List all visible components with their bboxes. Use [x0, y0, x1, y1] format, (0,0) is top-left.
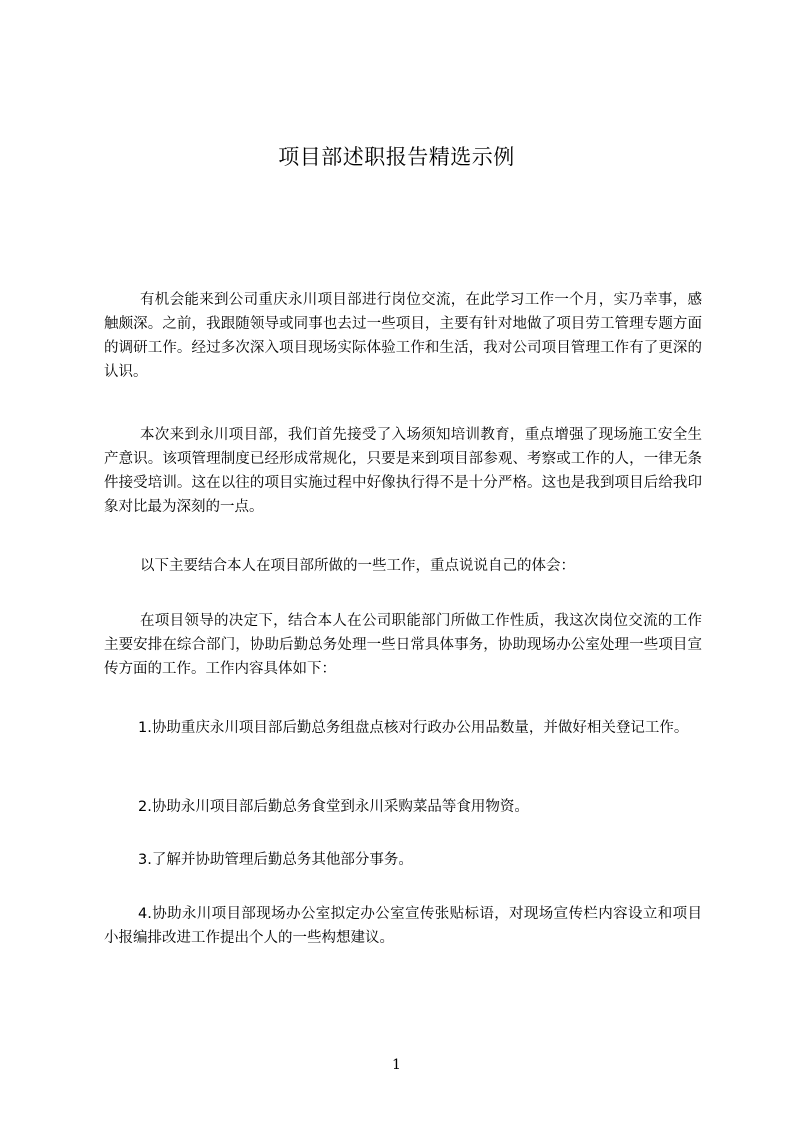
paragraph-work-assignment: 在项目领导的决定下，结合本人在公司职能部门所做工作性质，我这次岗位交流的工作主要安排在综合部门，协助后勤总务处理一些日常具体事务，协助现场办公室处理一些项目宣传方面的工作。工作内容具体如下： [104, 613, 702, 677]
page-number: 1 [392, 1057, 401, 1073]
paragraph-intro: 有机会能来到公司重庆永川项目部进行岗位交流，在此学习工作一个月，实乃幸事，感触颇深。之前，我跟随领导或同事也去过一些项目，主要有针对地做了项目劳工管理专题方面的调研工作。经过多次深入项目现场实际体验工作和生活，我对公司项目管理工作有了更深的认识。 [104, 292, 702, 380]
list-item-1: 1.协助重庆永川项目部后勤总务组盘点核对行政办公用品数量，并做好相关登记工作。 [138, 720, 689, 736]
list-item-2: 2.协助永川项目部后勤总务食堂到永川采购菜品等食用物资。 [138, 799, 529, 815]
paragraph-training: 本次来到永川项目部，我们首先接受了入场须知培训教育，重点增强了现场施工安全生产意识。该项管理制度已经形成常规化，只要是来到项目部参观、考察或工作的人，一律无条件接受培训。这在以往的项目实施过程中好像执行得不是十分严格。这也是我到项目后给我印象对比最为深刻的一点。 [104, 427, 702, 515]
paragraph-summary-lead: 以下主要结合本人在项目部所做的一些工作，重点说说自己的体会： [140, 558, 575, 574]
document-title: 项目部述职报告精选示例 [278, 145, 515, 169]
list-item-4: 4.协助永川项目部现场办公室拟定办公室宣传张贴标语，对现场宣传栏内容设立和项目小报编排改进工作提出个人的一些构想建议。 [104, 906, 702, 946]
list-item-3: 3.了解并协助管理后勤总务其他部分事务。 [138, 852, 413, 868]
